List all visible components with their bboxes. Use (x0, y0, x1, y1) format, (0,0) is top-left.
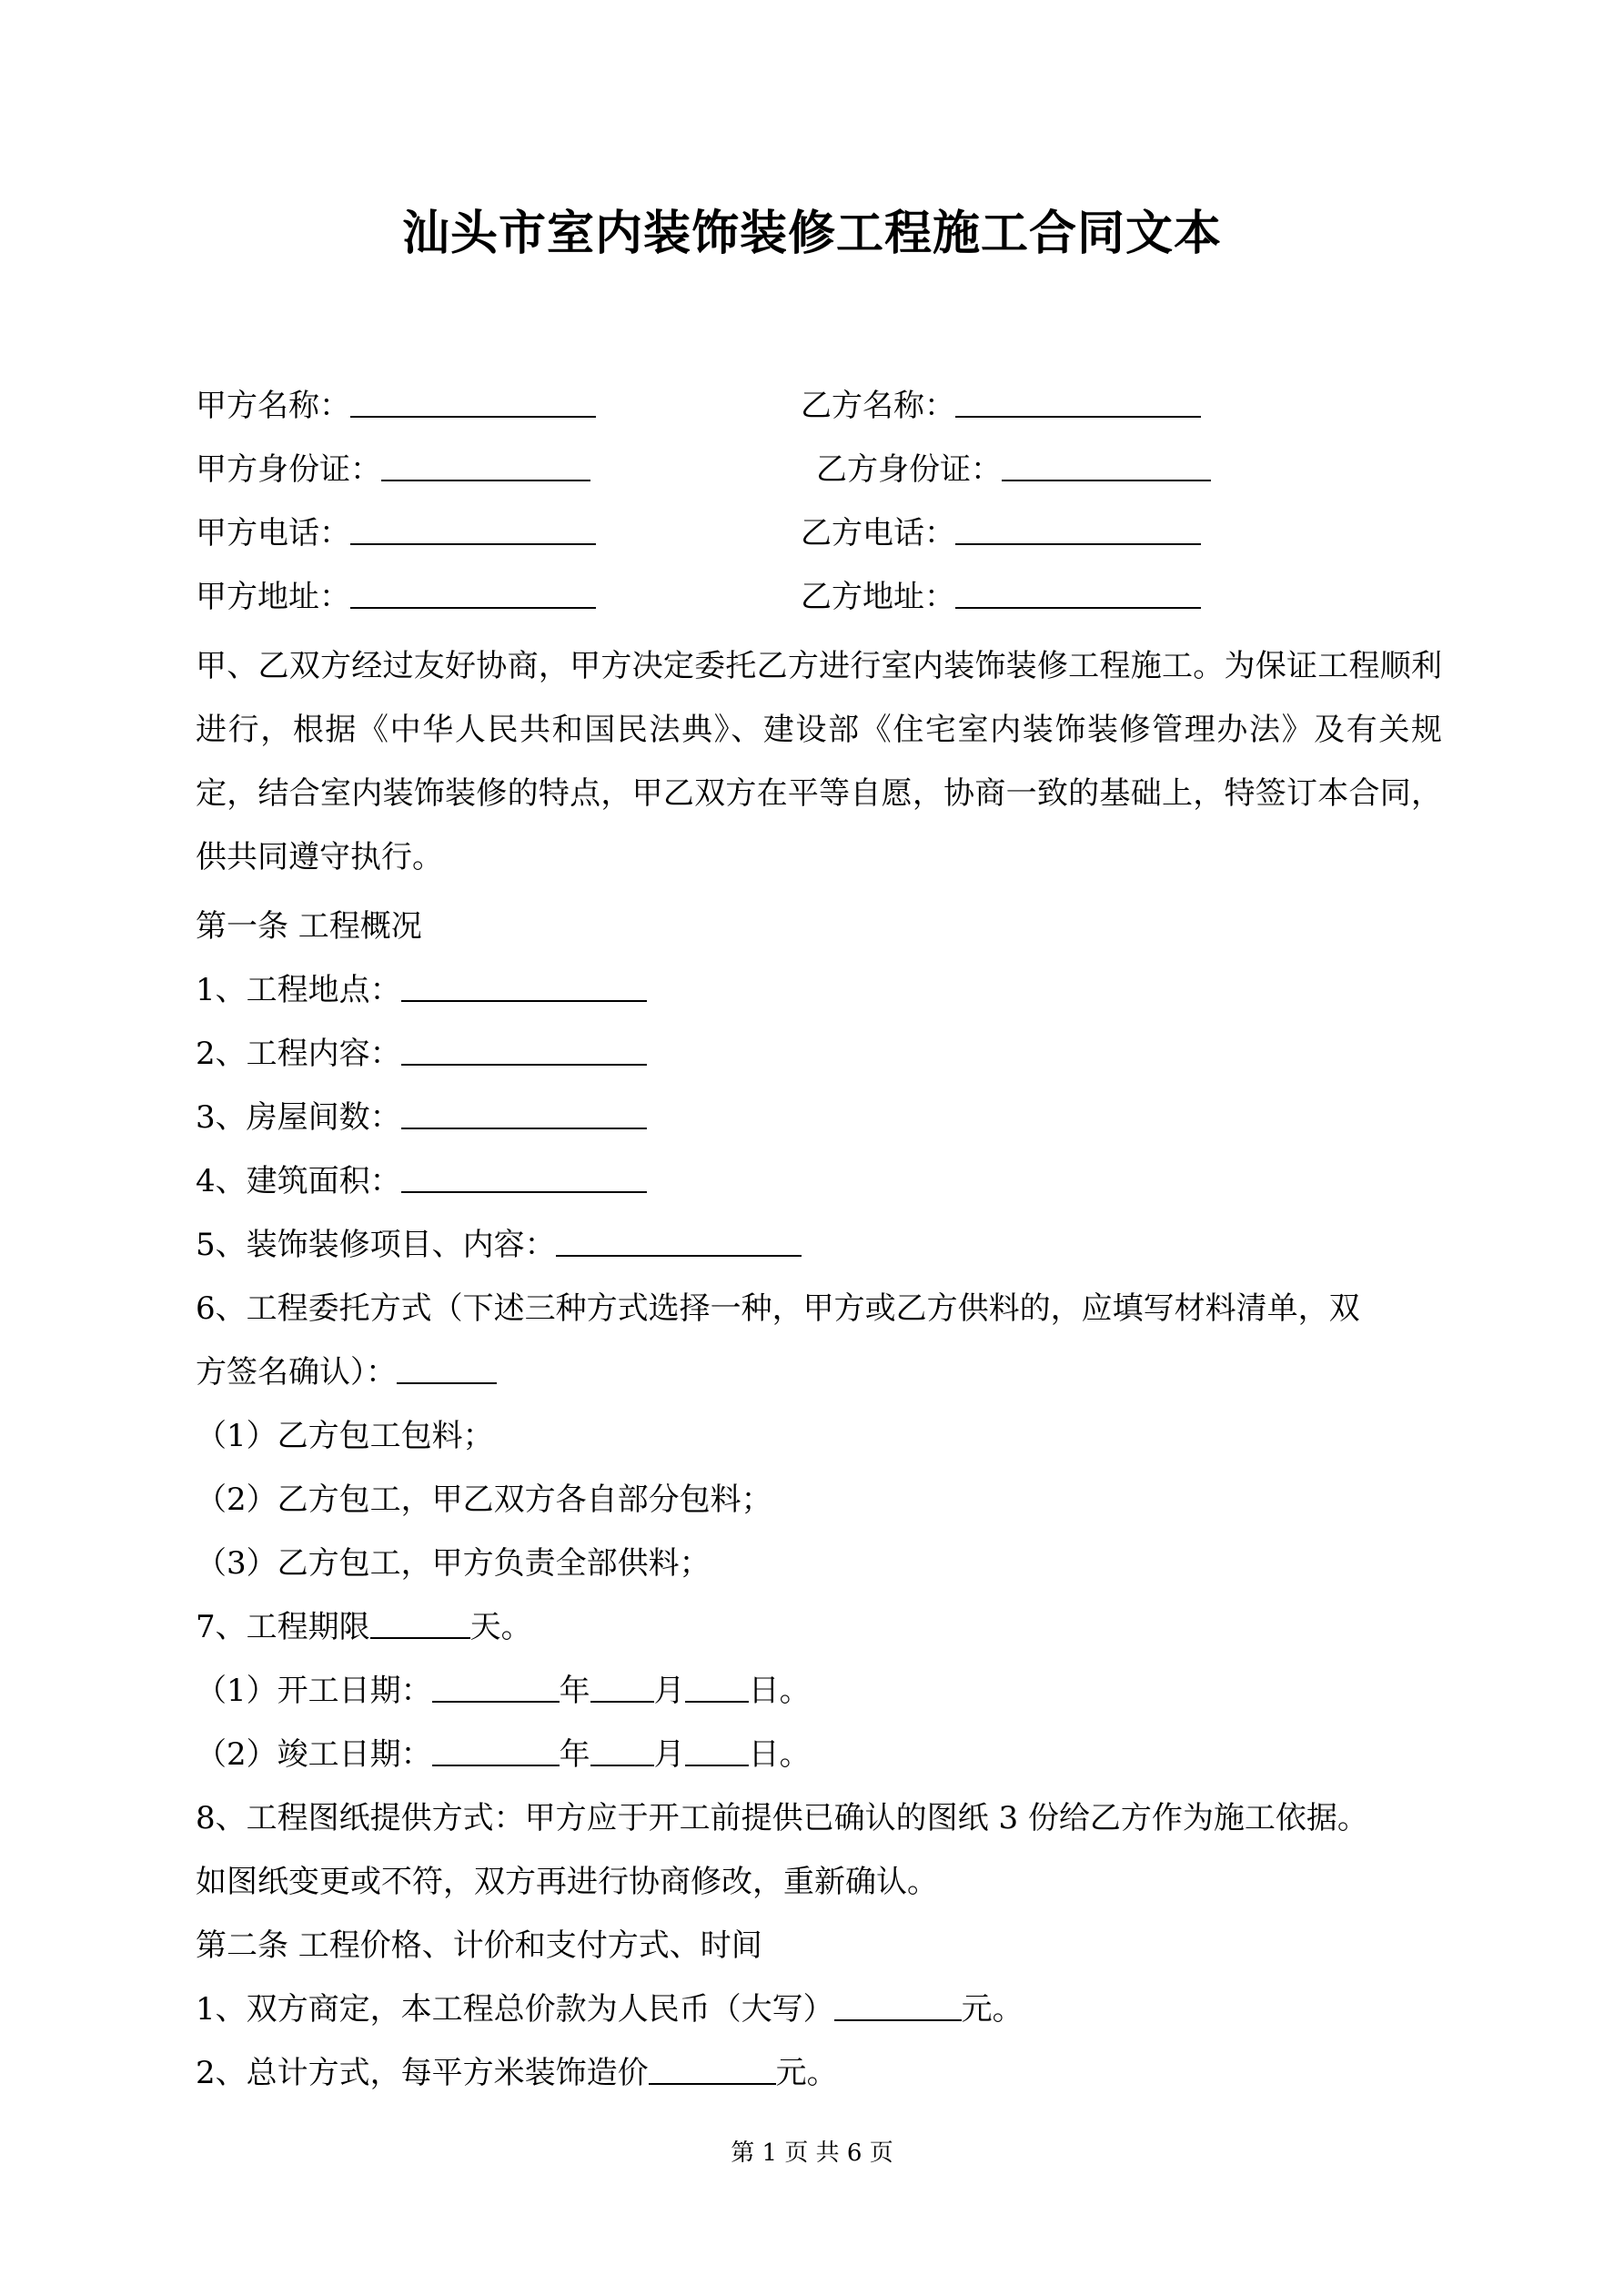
article1-item6-line2: 方签名确认）： (196, 1347, 1442, 1398)
article1-heading: 第一条 工程概况 (196, 908, 422, 945)
article1-item3: 3、房屋间数： (196, 1092, 1442, 1143)
option-3: （3）乙方包工，甲方负责全部供料； (196, 1545, 711, 1582)
party-b-id: 乙方身份证： (816, 444, 1211, 495)
article1-item8-line2: 如图纸变更或不符，双方再进行协商修改，重新确认。 (196, 1864, 938, 1900)
article2-item1: 1、双方商定，本工程总价款为人民币（大写） 元。 (196, 1991, 1024, 2028)
party-b-name: 乙方名称： (801, 380, 1201, 431)
party-b-id-blank (1002, 452, 1211, 481)
start-day-blank (685, 1674, 749, 1703)
article2-heading: 第二条 工程价格、计价和支付方式、时间 (196, 1927, 762, 1964)
start-month-blank (590, 1674, 654, 1703)
article1-item5: 5、装饰装修项目、内容： (196, 1219, 1442, 1270)
room-count-blank (401, 1100, 647, 1129)
party-a-name-blank (350, 389, 596, 418)
party-a-address: 甲方地址： (196, 571, 596, 622)
delegation-method-blank (397, 1355, 497, 1384)
decoration-items-blank (556, 1228, 802, 1257)
document-title: 汕头市室内装饰装修工程施工合同文本 (401, 206, 1222, 261)
total-price-blank (834, 1992, 962, 2021)
party-b-address-blank (955, 580, 1201, 609)
party-a-address-blank (350, 580, 596, 609)
end-month-blank (590, 1737, 654, 1766)
article1-item7: 7、工程期限 天。 (196, 1609, 532, 1645)
article1-item1: 1、工程地点： (196, 965, 1442, 1016)
page-number: 第 1 页 共 6 页 (731, 2139, 893, 2167)
party-address-row (196, 571, 1442, 622)
party-name-row (196, 380, 1442, 431)
end-year-blank (432, 1737, 560, 1766)
article1-item4: 4、建筑面积： (196, 1156, 1442, 1207)
party-b-phone-blank (955, 516, 1201, 545)
party-a-name: 甲方名称： (196, 380, 596, 431)
duration-blank (370, 1610, 470, 1639)
project-content-blank (401, 1037, 647, 1066)
option-1: （1）乙方包工包料； (196, 1418, 494, 1454)
article1-item6-line1: 6、工程委托方式（下述三种方式选择一种，甲方或乙方供料的，应填写材料清单，双 (196, 1290, 1360, 1327)
building-area-blank (401, 1164, 647, 1193)
party-a-phone: 甲方电话： (196, 508, 596, 559)
party-id-row (196, 444, 1442, 495)
end-day-blank (685, 1737, 749, 1766)
start-date-line: （1）开工日期： 年 月 日。 (196, 1673, 811, 1709)
party-a-id: 甲方身份证： (196, 444, 590, 495)
end-date-line: （2）竣工日期： 年 月 日。 (196, 1736, 811, 1773)
intro-paragraph: 甲、乙双方经过友好协商，甲方决定委托乙方进行室内装饰装修工程施工。为保证工程顺利进行，根据《中华人民共和国民法典》、建设部《住宅室内装饰装修管理办法》及有关规定，结合室内装饰装修的特点，甲乙双方在平等自愿，协商一致的基础上，特签订本合同，供共同遵守执行。 (196, 648, 1442, 875)
party-b-address: 乙方地址： (801, 571, 1201, 622)
project-location-blank (401, 973, 647, 1002)
party-phone-row (196, 508, 1442, 559)
party-b-name-blank (955, 389, 1201, 418)
party-b-phone: 乙方电话： (801, 508, 1201, 559)
article1-item8-line1: 8、工程图纸提供方式：甲方应于开工前提供已确认的图纸 3 份给乙方作为施工依据。 (196, 1800, 1368, 1836)
start-year-blank (432, 1674, 560, 1703)
option-2: （2）乙方包工，甲乙双方各自部分包料； (196, 1482, 772, 1518)
article1-item2: 2、工程内容： (196, 1028, 1442, 1079)
unit-price-blank (649, 2056, 776, 2085)
party-a-phone-blank (350, 516, 596, 545)
party-a-id-blank (381, 452, 590, 481)
article2-item2: 2、总计方式，每平方米装饰造价 元。 (196, 2055, 838, 2091)
